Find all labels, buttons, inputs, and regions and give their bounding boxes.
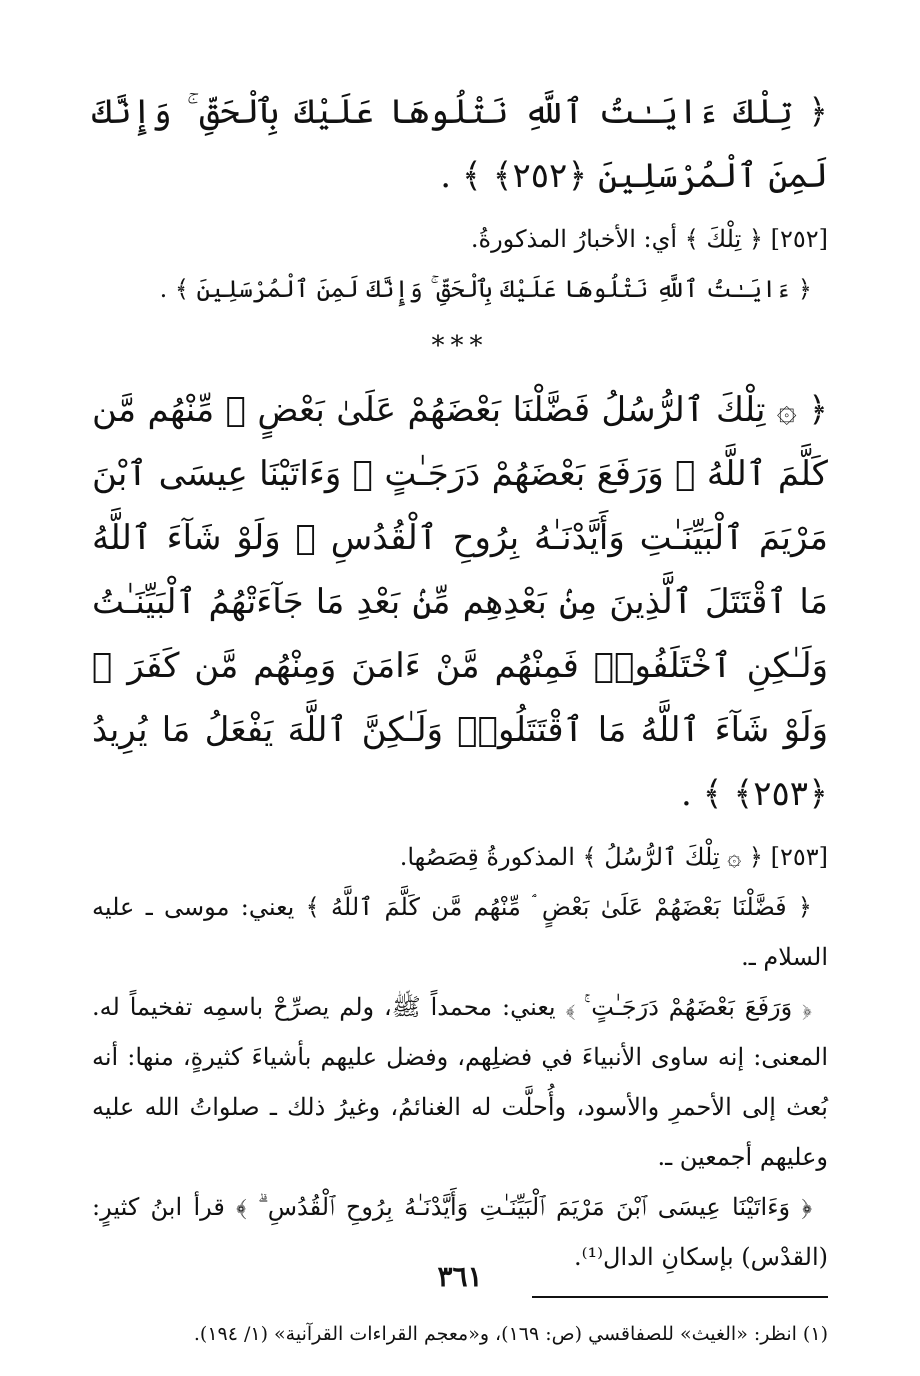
section-separator: *** xyxy=(431,331,489,361)
tafsir-253-isa: ﴿ وَءَاتَيْنَا عِيسَى ٱبْنَ مَرْيَمَ ٱلْبَيِّنَـٰتِ وَأَيَّدْنَـٰهُ بِرُوحِ ٱلْقُدُسِ ۗ ﴾ قرأ ابنُ كثيرٍ: (القدْس) بإسكانِ الدال⁽¹⁾. xyxy=(92,1193,828,1271)
footnote: (١) انظر: «الغيث» للصفاقسي (ص: ١٦٩)، و«معجم القراءات القرآنية» (١/ ١٩٤). xyxy=(193,1323,828,1345)
page-number: ٣٦١ xyxy=(437,1260,483,1293)
tafsir-253-heading: [٢٥٣] ﴿ ۞ تِلْكَ ٱلرُّسُلُ ﴾ المذكورةُ قِصَصُها. xyxy=(399,843,828,871)
tafsir-253-muhammad: ﴿ وَرَفَعَ بَعْضَهُمْ دَرَجَـٰتٍ ۚ ﴾ يعني: محمداً ﷺ، ولم يصرِّحْ باسمِه تفخيماً له. المعنى: إنه ساوى الأنبياءَ في فضلِهم، وفضل عليهم بأشياءَ كثيرةٍ، منها: أنه بُعث إلى الأحمرِ والأسود، وأُحلَّت له الغنائمُ، وغيرُ ذلك ـ صلواتُ الله عليه وعليهم أجمعين ـ. xyxy=(92,993,828,1171)
tafsir-252-quote: ﴿ ءَايَـٰتُ ٱللَّهِ نَتْلُوهَا عَلَيْكَ بِٱلْحَقِّ ۚ وَإِنَّكَ لَمِنَ ٱلْمُرْسَلِينَ ﴾ . xyxy=(159,275,812,303)
page-body xyxy=(92,80,828,1376)
verse-252: ﴿ تِلْكَ ءَايَـٰتُ ٱللَّهِ نَتْلُوهَا عَلَيْكَ بِٱلْحَقِّ ۚ وَإِنَّكَ لَمِنَ ٱلْمُرْسَلِينَ ﴿٢٥٢﴾ ﴾ . xyxy=(92,92,828,196)
tafsir-252-heading: [٢٥٢] ﴿ تِلْكَ ﴾ أي: الأخبارُ المذكورةُ. xyxy=(470,225,828,253)
verse-253: ﴿ ۞ تِلْكَ ٱلرُّسُلُ فَضَّلْنَا بَعْضَهُمْ عَلَىٰ بَعْضٍ ۘ مِّنْهُم مَّن كَلَّمَ ٱللَّهُ ۖ وَرَفَعَ بَعْضَهُمْ دَرَجَـٰتٍ ۚ وَءَاتَيْنَا عِيسَى ٱبْنَ مَرْيَمَ ٱلْبَيِّنَـٰتِ وَأَيَّدْنَـٰهُ بِرُوحِ ٱلْقُدُسِ ۗ وَلَوْ شَآءَ ٱللَّهُ مَا ٱقْتَتَلَ ٱلَّذِينَ مِنۢ بَعْدِهِم مِّنۢ بَعْدِ مَا جَآءَتْهُمُ ٱلْبَيِّنَـٰتُ وَلَـٰكِنِ ٱخْتَلَفُوا۟ فَمِنْهُم مَّنْ ءَامَنَ وَمِنْهُم مَّن كَفَرَ ۚ وَلَوْ شَآءَ ٱللَّهُ مَا ٱقْتَتَلُوا۟ وَلَـٰكِنَّ ٱللَّهَ يَفْعَلُ مَا يُرِيدُ ﴿٢٥٣﴾ ﴾ . xyxy=(92,390,828,814)
tafsir-253-musa: ﴿ فَضَّلْنَا بَعْضَهُمْ عَلَىٰ بَعْضٍ ۘ مِّنْهُم مَّن كَلَّمَ ٱللَّهُ ﴾ يعني: موسى ـ عليه السلام ـ. xyxy=(92,893,828,971)
footnote-divider xyxy=(532,1296,828,1298)
